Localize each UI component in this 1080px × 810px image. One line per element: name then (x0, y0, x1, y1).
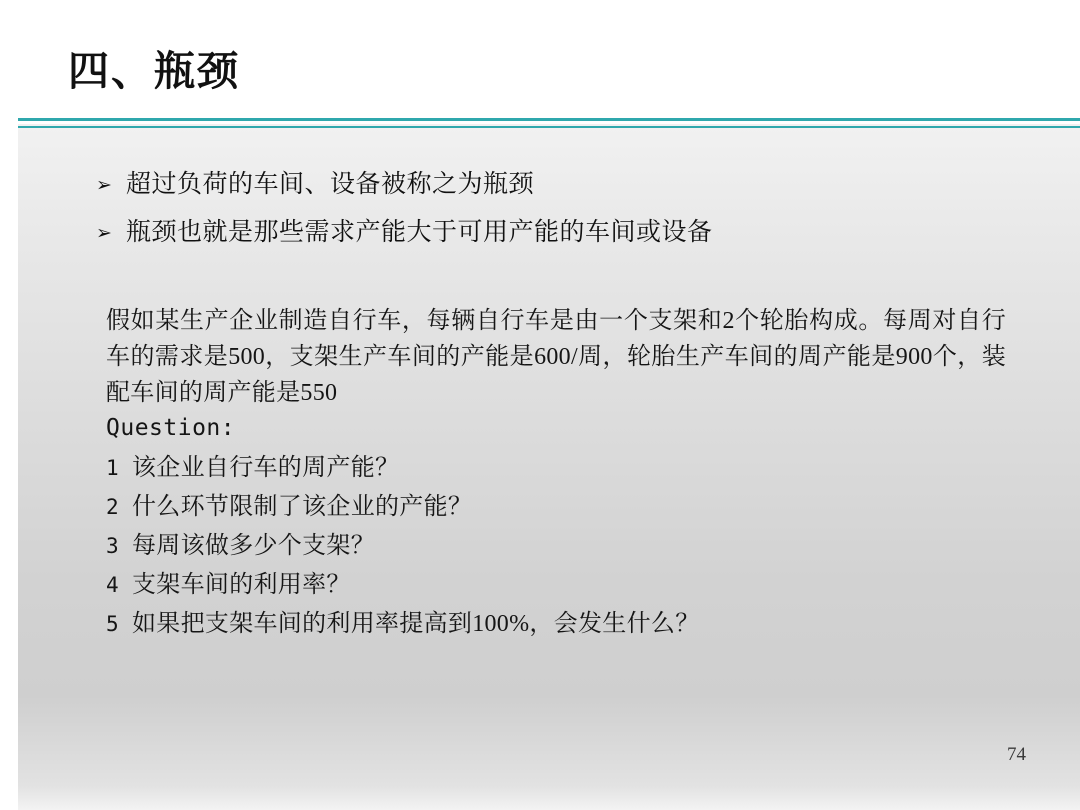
question-text: 如果把支架车间的利用率提高到100%，会发生什么？ (132, 611, 700, 637)
list-item (96, 216, 1016, 250)
page-title: 四、瓶颈 (68, 48, 240, 94)
question-text: 支架车间的利用率？ (132, 572, 351, 598)
question-text: 什么环节限制了该企业的产能？ (132, 494, 473, 520)
list-item (106, 449, 1006, 488)
question-number: 1 (106, 456, 119, 480)
list-item (106, 605, 1006, 644)
bullet-label: 瓶颈也就是那些需求产能大于可用产能的车间或设备 (126, 219, 713, 246)
list-item (106, 488, 1006, 527)
arrow-bullet-icon: ➢ (96, 222, 112, 244)
question-text: 该企业自行车的周产能？ (132, 455, 400, 481)
arrow-bullet-icon: ➢ (96, 174, 112, 196)
title-divider (18, 118, 1080, 130)
list-item (96, 168, 1016, 202)
question-number: 4 (106, 573, 119, 597)
question-number: 3 (106, 534, 119, 558)
list-item (106, 566, 1006, 605)
bullet-list (96, 168, 1016, 264)
scenario-paragraph: 假如某生产企业制造自行车，每辆自行车是由一个支架和2个轮胎构成。每周对自行车的需求是500，支架生产车间的产能是600/周，轮胎生产车间的周产能是900个，装配车间的周产能是550 (106, 308, 1006, 406)
title-area (18, 0, 1080, 124)
question-text: 每周该做多少个支架？ (132, 533, 375, 559)
divider-line-bottom (18, 126, 1080, 128)
divider-line-top (18, 118, 1080, 121)
question-number: 2 (106, 495, 119, 519)
question-list (106, 449, 1006, 644)
question-number: 5 (106, 612, 119, 636)
left-white-margin (0, 0, 18, 810)
bullet-label: 超过负荷的车间、设备被称之为瓶颈 (126, 171, 535, 198)
list-item (106, 527, 1006, 566)
question-heading: Question: (106, 415, 236, 441)
page-number: 74 (1007, 744, 1026, 765)
